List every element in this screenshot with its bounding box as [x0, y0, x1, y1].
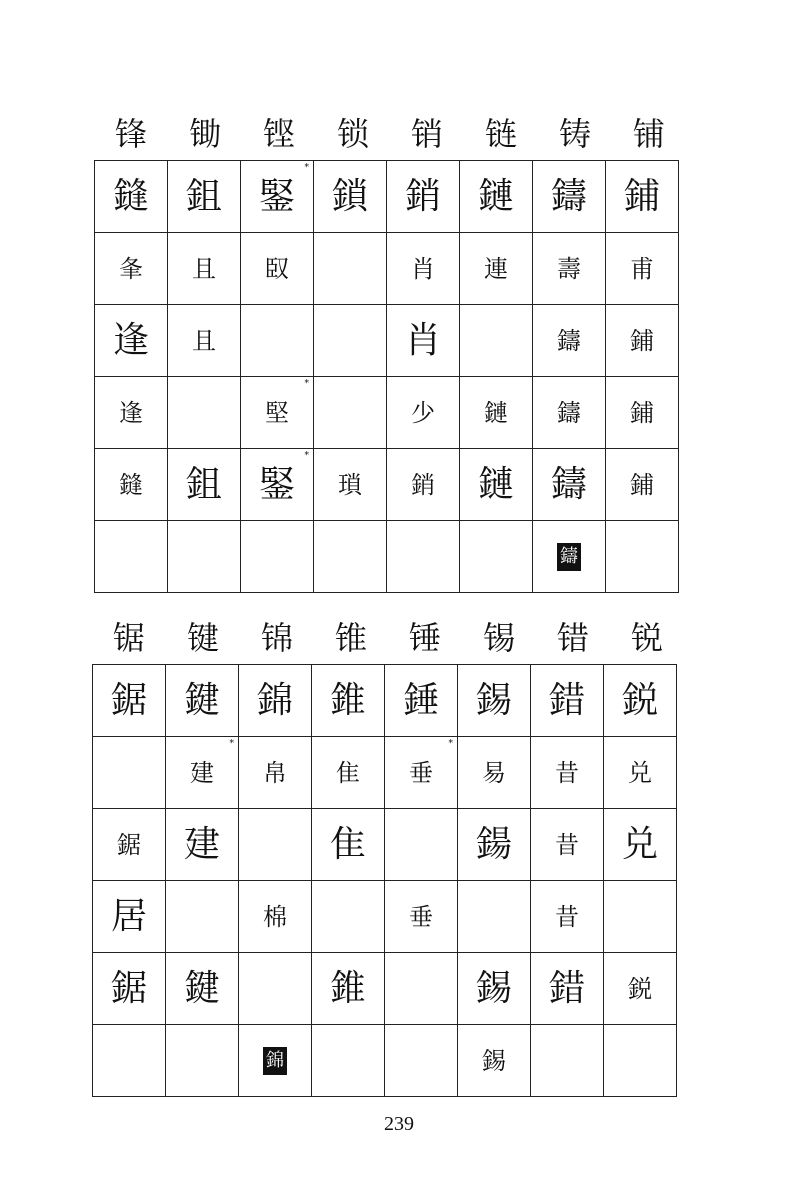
glyph-cell [385, 953, 458, 1025]
table-row [95, 449, 679, 521]
glyph-cell: 鋸 [93, 953, 166, 1025]
glyph-cell: 肖 [387, 305, 460, 377]
glyph-cell [387, 521, 460, 593]
glyph-cell [385, 809, 458, 881]
glyph: 堅 [265, 398, 289, 427]
glyph-cell: 鋭 [604, 953, 677, 1025]
glyph-cell [604, 881, 677, 953]
glyph-cell: 鏈 [460, 161, 533, 233]
header-char: 铿 [262, 115, 295, 153]
glyph-cell [533, 521, 606, 593]
glyph-cell: 錯 [531, 953, 604, 1025]
header-char: 锤 [408, 619, 441, 657]
header-char: 铺 [632, 115, 665, 153]
glyph-cell [241, 161, 314, 233]
glyph-cell [314, 377, 387, 449]
glyph-cell: 兑 [604, 737, 677, 809]
glyph-cell: 鑄 [533, 377, 606, 449]
glyph: 鋻 [258, 175, 295, 217]
glyph-cell: 鋪 [606, 161, 679, 233]
glyph-cell: 鏠 [95, 161, 168, 233]
glyph-cell: 錫 [458, 953, 531, 1025]
table-row [93, 809, 677, 881]
glyph-cell: 瑣 [314, 449, 387, 521]
glyph-cell [241, 305, 314, 377]
glyph-cell [385, 737, 458, 809]
glyph-cell: 鑄 [533, 449, 606, 521]
glyph-cell: 易 [458, 737, 531, 809]
glyph-cell: 逢 [95, 377, 168, 449]
glyph-cell [460, 521, 533, 593]
glyph-cell [458, 881, 531, 953]
glyph: 鋻 [258, 463, 295, 505]
header-char: 错 [556, 619, 589, 657]
glyph-cell: 隹 [312, 809, 385, 881]
glyph-cell: 隹 [312, 737, 385, 809]
glyph-cell: 垂 [385, 881, 458, 953]
glyph-cell: 鋸 [93, 665, 166, 737]
glyph-cell [239, 953, 312, 1025]
glyph-cell: 昔 [531, 737, 604, 809]
header-char: 锋 [114, 115, 147, 153]
glyph-cell [239, 809, 312, 881]
glyph-cell [385, 1025, 458, 1097]
glyph-cell [166, 1025, 239, 1097]
header-char: 销 [410, 115, 443, 153]
table-row [95, 377, 679, 449]
glyph-cell [168, 377, 241, 449]
glyph-cell: 且 [168, 233, 241, 305]
table-row [95, 161, 679, 233]
glyph-cell [239, 1025, 312, 1097]
glyph-cell: 鏈 [460, 377, 533, 449]
header-char: 锡 [482, 619, 515, 657]
header-char: 锁 [336, 115, 369, 153]
glyph-cell [95, 521, 168, 593]
glyph-cell: 壽 [533, 233, 606, 305]
table-row [95, 305, 679, 377]
glyph-table-1 [94, 160, 679, 593]
table-row [93, 953, 677, 1025]
glyph-cell: 鍚 [458, 809, 531, 881]
header-char: 锦 [260, 619, 293, 657]
glyph-cell [314, 521, 387, 593]
glyph-cell: 鋭 [604, 665, 677, 737]
seal-glyph: 鑄 [557, 543, 581, 571]
glyph-cell [166, 881, 239, 953]
table-row [95, 233, 679, 305]
glyph-cell: 鏠 [95, 449, 168, 521]
table-row [93, 737, 677, 809]
glyph-cell: 銷 [387, 161, 460, 233]
glyph-cell [168, 521, 241, 593]
header-char: 锄 [188, 115, 221, 153]
glyph-cell: 鋪 [606, 449, 679, 521]
glyph-cell: 錐 [312, 665, 385, 737]
glyph-cell: 錐 [312, 953, 385, 1025]
glyph-cell [93, 737, 166, 809]
glyph-cell [314, 233, 387, 305]
glyph-cell: 鋸 [93, 809, 166, 881]
glyph-cell: 臤 [241, 233, 314, 305]
glyph-cell: 鑄 [533, 305, 606, 377]
glyph-cell: 居 [93, 881, 166, 953]
header-char: 铸 [558, 115, 591, 153]
glyph-cell [93, 1025, 166, 1097]
glyph-cell: 肖 [387, 233, 460, 305]
asterisk-mark: * [304, 379, 309, 389]
asterisk-mark: * [448, 739, 453, 749]
glyph-cell: 甫 [606, 233, 679, 305]
glyph: 建 [190, 758, 214, 787]
table-row [95, 521, 679, 593]
glyph-cell: 建 [166, 809, 239, 881]
glyph-cell: 鎖 [314, 161, 387, 233]
glyph-cell: 銷 [387, 449, 460, 521]
header-row-1 [94, 114, 686, 154]
glyph-cell: 兑 [604, 809, 677, 881]
glyph-cell [460, 305, 533, 377]
asterisk-mark: * [304, 163, 309, 173]
glyph-cell: 鏈 [460, 449, 533, 521]
glyph-cell: 少 [387, 377, 460, 449]
glyph-cell: 錫 [458, 665, 531, 737]
asterisk-mark: * [229, 739, 234, 749]
glyph-cell: 且 [168, 305, 241, 377]
seal-glyph: 錦 [263, 1047, 287, 1075]
glyph-cell [312, 1025, 385, 1097]
table-row [93, 1025, 677, 1097]
table-row [93, 665, 677, 737]
glyph-cell: 鋪 [606, 377, 679, 449]
glyph-cell: 鉏 [168, 161, 241, 233]
glyph-cell: 鉏 [168, 449, 241, 521]
header-char: 键 [186, 619, 219, 657]
glyph-table-2 [92, 664, 677, 1097]
glyph-cell [241, 521, 314, 593]
header-char: 链 [484, 115, 517, 153]
glyph-cell: 夆 [95, 233, 168, 305]
header-row-2 [92, 618, 684, 658]
glyph-cell [606, 521, 679, 593]
glyph-cell: 連 [460, 233, 533, 305]
table-row [93, 881, 677, 953]
glyph-cell: 錦 [239, 665, 312, 737]
glyph-cell [241, 449, 314, 521]
asterisk-mark: * [304, 451, 309, 461]
glyph: 垂 [409, 758, 433, 787]
glyph-cell: 鍵 [166, 665, 239, 737]
glyph-cell: 鍵 [166, 953, 239, 1025]
glyph-cell [531, 1025, 604, 1097]
glyph-cell: 昔 [531, 881, 604, 953]
glyph-cell: 錘 [385, 665, 458, 737]
glyph-cell: 帛 [239, 737, 312, 809]
glyph-cell: 鑄 [533, 161, 606, 233]
glyph-cell: 錯 [531, 665, 604, 737]
glyph-cell: 棉 [239, 881, 312, 953]
glyph-cell: 昔 [531, 809, 604, 881]
glyph-cell [241, 377, 314, 449]
header-char: 锥 [334, 619, 367, 657]
glyph-cell [314, 305, 387, 377]
glyph-cell: 鋪 [606, 305, 679, 377]
glyph-cell: 逢 [95, 305, 168, 377]
glyph-cell [312, 881, 385, 953]
header-char: 锐 [630, 619, 663, 657]
header-char: 锯 [112, 619, 145, 657]
page-number: 239 [384, 1113, 414, 1135]
glyph-cell: 錫 [458, 1025, 531, 1097]
glyph-cell [604, 1025, 677, 1097]
glyph-cell [166, 737, 239, 809]
